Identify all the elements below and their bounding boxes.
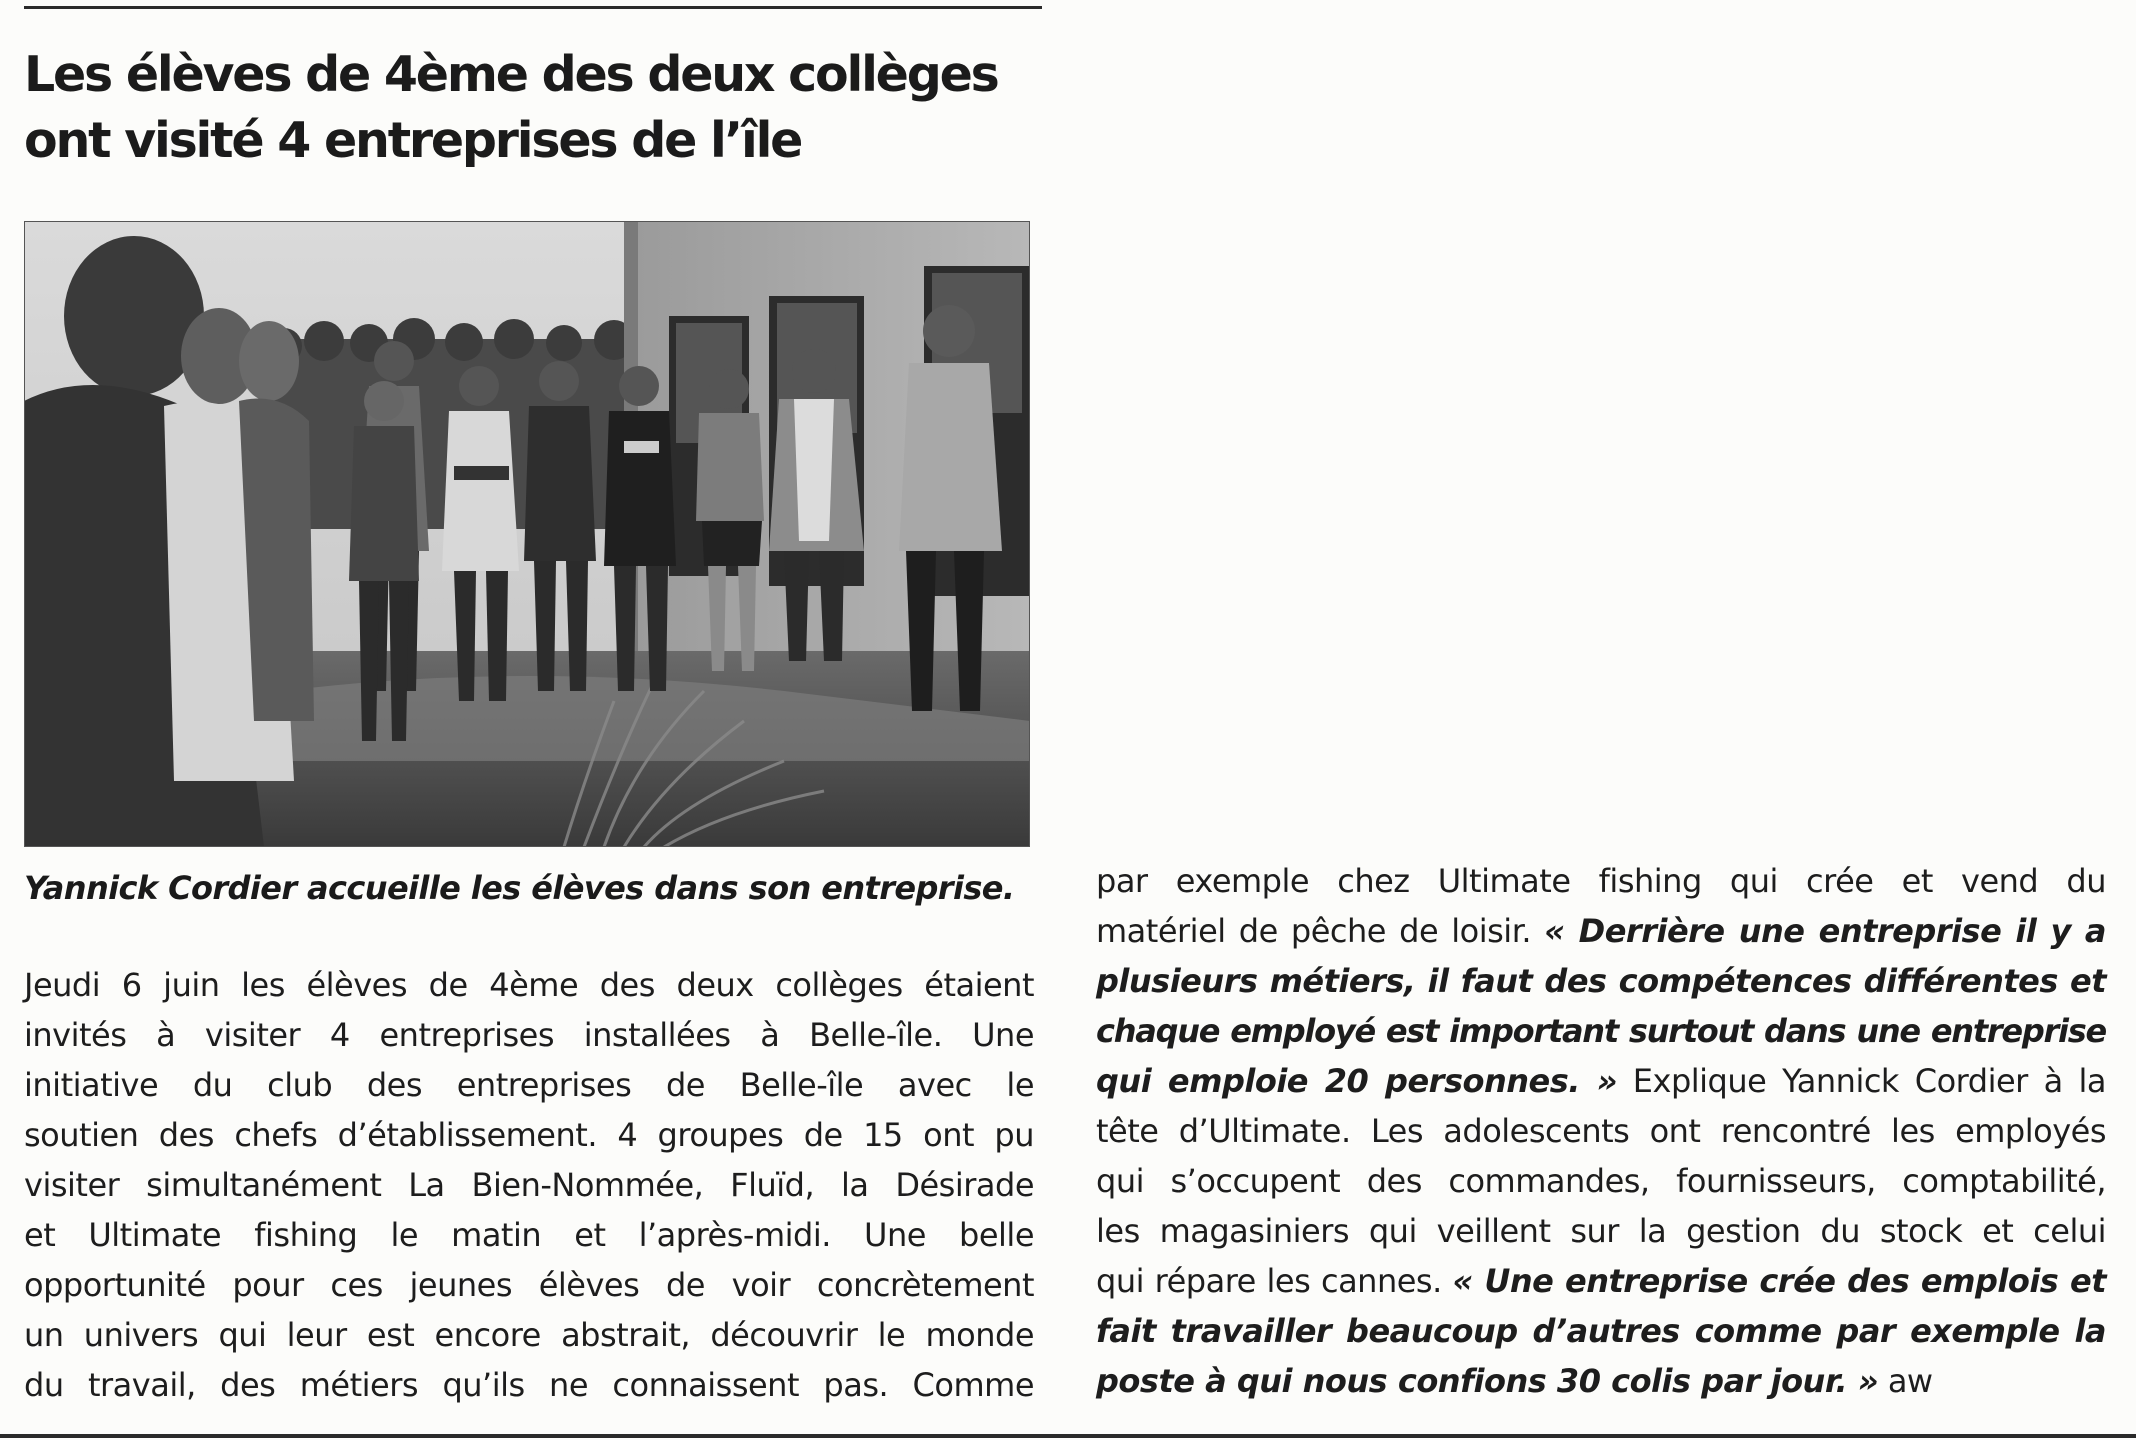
body-line <box>1096 1256 2106 1306</box>
body-line <box>1096 906 2106 956</box>
quote-text: « Derrière une entreprise il y a <box>1544 912 2107 950</box>
body-line: un univers qui leur est encore abstrait, découvrir le monde <box>24 1316 1034 1354</box>
body-line: invités à visiter 4 entreprises installées à Belle-île. Une <box>24 1016 1034 1054</box>
byline: aw <box>1878 1362 1933 1400</box>
article-body-right-column <box>1096 856 2106 1406</box>
headline-line-1: Les élèves de 4ème des deux collèges <box>24 46 998 103</box>
body-line <box>1096 1056 2106 1106</box>
headline-line-2: ont visité 4 entreprises de l’île <box>24 112 802 169</box>
quote-text: poste à qui nous confions 30 colis par jour. » <box>1096 1362 1879 1400</box>
article-photo <box>24 221 1030 847</box>
article-headline <box>24 42 1054 174</box>
body-line: tête d’Ultimate. Les adolescents ont rencontré les employés <box>1096 1112 2106 1150</box>
top-rule <box>24 6 1042 9</box>
quote-text: « Une entreprise crée des emplois et <box>1452 1262 2107 1300</box>
body-line: visiter simultanément La Bien-Nommée, Fluïd, la Désirade <box>24 1166 1034 1204</box>
body-line: initiative du club des entreprises de Belle-île avec le <box>24 1066 1034 1104</box>
body-text-run: Explique Yannick Cordier à la <box>1617 1062 2107 1100</box>
body-line: opportunité pour ces jeunes élèves de voir concrètement <box>24 1266 1034 1304</box>
body-text-run: matériel de pêche de loisir. <box>1096 912 1545 950</box>
photo-caption: Yannick Cordier accueille les élèves dans son entreprise. <box>24 869 1015 907</box>
body-line: et Ultimate fishing le matin et l’après-midi. Une belle <box>24 1216 1034 1254</box>
body-line <box>1096 1356 2106 1406</box>
quote-line: plusieurs métiers, il faut des compétences différentes et <box>1096 962 2106 1000</box>
body-line: les magasiniers qui veillent sur la gestion du stock et celui <box>1096 1212 2106 1250</box>
body-text-run: qui répare les cannes. <box>1096 1262 1453 1300</box>
quote-text: qui emploie 20 personnes. » <box>1096 1062 1618 1100</box>
body-line: du travail, des métiers qu’ils ne connaissent pas. Comme <box>24 1366 1034 1404</box>
body-line: soutien des chefs d’établissement. 4 groupes de 15 ont pu <box>24 1116 1034 1154</box>
article-body-left-column <box>24 960 1034 1410</box>
body-line: par exemple chez Ultimate fishing qui crée et vend du <box>1096 862 2106 900</box>
body-line: qui s’occupent des commandes, fournisseurs, comptabilité, <box>1096 1162 2106 1200</box>
bottom-rule <box>0 1434 2136 1438</box>
body-line: Jeudi 6 juin les élèves de 4ème des deux collèges étaient <box>24 966 1034 1004</box>
quote-line: chaque employé est important surtout dans une entreprise <box>1096 1012 2106 1050</box>
quote-line: fait travailler beaucoup d’autres comme par exemple la <box>1096 1312 2106 1350</box>
